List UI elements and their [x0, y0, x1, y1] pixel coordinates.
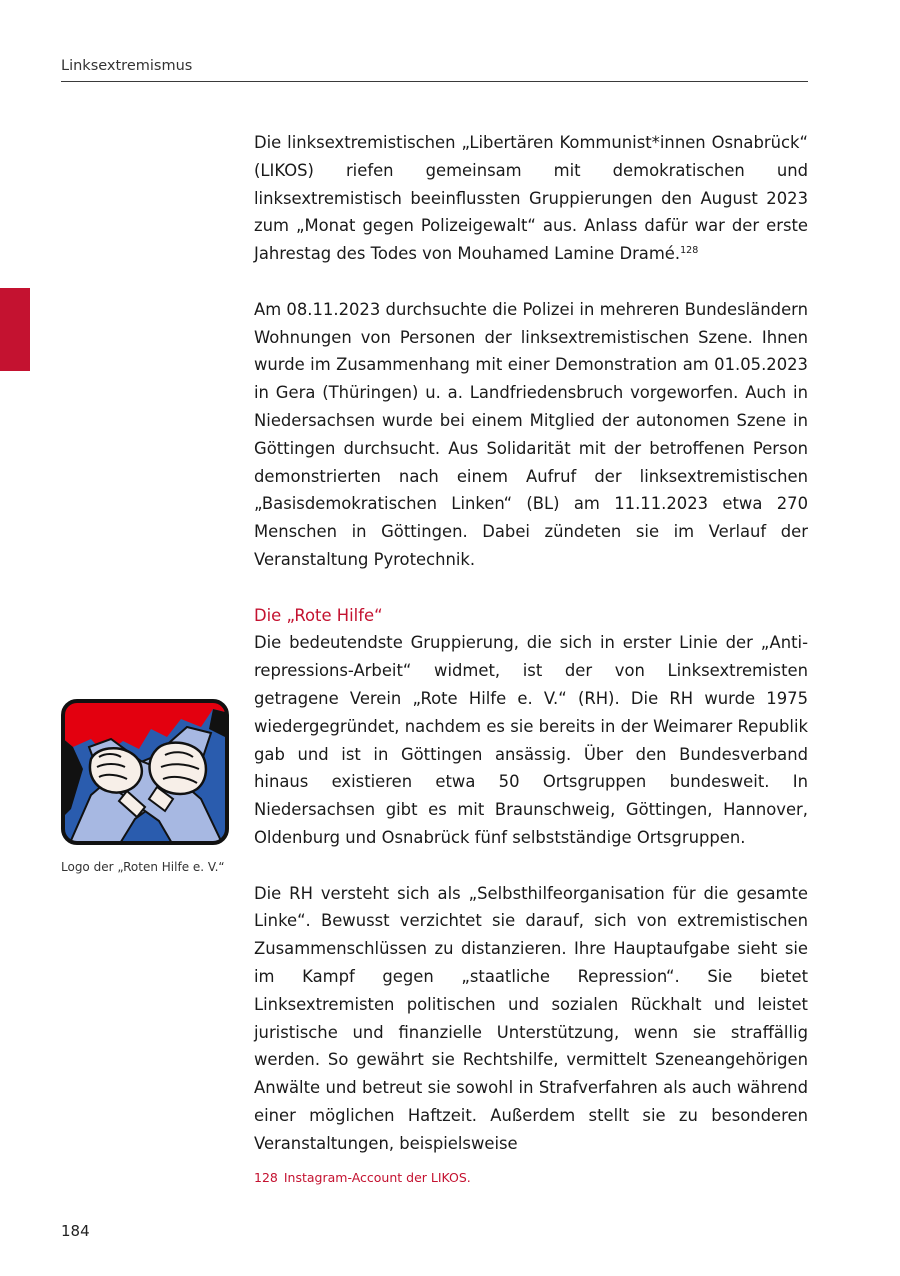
paragraph-rote-hilfe-role: Die RH versteht sich als „Selbsthilfeorganisation für die gesamte Linke“. Bewusst verzichtet sie darauf, sich von extremistischen Zusammenschlüssen zu distanzieren. Ihre Hauptaufgabe sieht sie im Kampf gegen „staatliche Repression“. Sie bietet Linksextremisten politischen und sozialen Rückhalt und leistet juristische und finanzielle Unterstützung, wenn sie straffällig werden. So gewährt sie Rechtshilfe, vermittelt Szeneangehörigen Anwälte und betreut sie sowohl in Strafverfahren als auch während einer möglichen Haftzeit. Außerdem stellt sie zu besonderen Veranstaltungen, beispielsweise — [254, 883, 808, 1153]
header-rule — [61, 81, 808, 82]
footnote-reference[interactable]: 128 — [680, 245, 699, 257]
footnote-text: Instagram-Account der LIKOS. — [283, 1170, 471, 1185]
footnote — [254, 1170, 471, 1185]
footnote-number: 128 — [254, 1170, 278, 1185]
paragraph-rote-hilfe-intro: Die bedeutendste Gruppierung, die sich in erster Linie der „Antirepressions-Arbeit“ widmet, ist der von Linksextremisten getragene Verein „Rote Hilfe e. V.“ (RH). Die RH wurde 1975 wiedergegründet, nachdem es sie bereits in der Weimarer Republik gab und ist in Göttingen ansässig. Über den Bundesverband hinaus existieren etwa 50 Ortsgruppen bundesweit. In Niedersachsen gibt es mit Braunschweig, Göttingen, Hannover, Oldenburg und Osnabrück fünf selbstständige Ortsgruppen. — [254, 633, 808, 847]
paragraph-likos-text: Die linksextremistischen „Libertären Kommunist*innen Osnabrück“ (LIKOS) riefen gemeinsam mit demokratischen und linksextremistisch beeinflussten Gruppierungen den August 2023 zum „Monat gegen Polizeigewalt“ aus. Anlass dafür war der erste Jahrestag des Todes von Mouhamed Lamine Dramé. — [254, 133, 808, 264]
page-number: 184 — [61, 1222, 90, 1240]
section-heading-rote-hilfe: Die „Rote Hilfe“ — [254, 605, 383, 625]
paragraph-likos — [254, 129, 808, 268]
logo-caption: Logo der „Roten Hilfe e. V.“ — [61, 860, 225, 874]
paragraph-searches: Am 08.11.2023 durchsuchte die Polizei in mehreren Bundesländern Wohnungen von Personen der linksextremistischen Szene. Ihnen wurde im Zusammenhang mit einer Demonstration am 01.05.2023 in Gera (Thüringen) u. a. Landfriedensbruch vorgeworfen. Auch in Niedersachsen wurde bei einem Mitglied der autonomen Szene in Göttingen durchsucht. Aus Solidarität mit der betroffenen Person demonstrierten nach einem Aufruf der linksextremistischen „Basisdemokratischen Linken“ (BL) am 11.11.2023 etwa 270 Menschen in Göttingen. Dabei zündeten sie im Verlauf der Veranstaltung Pyrotechnik. — [254, 299, 808, 569]
main-text-column — [254, 129, 808, 1157]
running-header: Linksextremismus — [61, 58, 193, 74]
chapter-tab-marker — [0, 288, 30, 371]
rote-hilfe-logo-icon — [61, 699, 229, 845]
